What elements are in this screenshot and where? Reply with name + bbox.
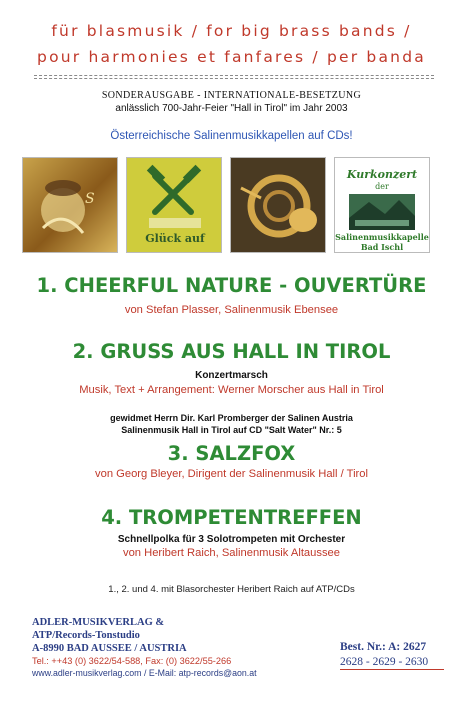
order-number-label: Best. Nr.: A: 2627 xyxy=(340,641,427,653)
cd-cover-4-der: der xyxy=(375,182,389,191)
publisher-studio: ATP/Records-Tonstudio xyxy=(32,630,140,641)
order-number-series: 2628 - 2629 - 2630 xyxy=(340,656,429,668)
cd-cover-2-title: Glück auf xyxy=(145,232,205,245)
piece-4-subtitle: Schnellpolka für 3 Solotrompeten mit Orchester xyxy=(117,534,346,545)
piece-2-title: 2. GRUSS AUS HALL IN TIROL xyxy=(72,340,391,363)
piece-2-subtitle: Konzertmarsch xyxy=(195,370,268,381)
cd-cover-4-band: Salinenmusikkapelle xyxy=(335,232,429,242)
piece-4-title: 4. TROMPETENTREFFEN xyxy=(101,506,362,529)
publisher-name: ADLER-MUSIKVERLAG & xyxy=(32,617,165,628)
recording-note: 1., 2. und 4. mit Blasorchester Heribert Raich auf ATP/CDs xyxy=(108,584,355,595)
publisher-web-email: www.adler-musikverlag.com / E-Mail: atp-records@aon.at xyxy=(32,668,257,678)
occasion-line: anlässlich 700-Jahr-Feier "Hall in Tirol" im Jahr 2003 xyxy=(115,103,348,114)
order-number-box xyxy=(340,641,444,670)
piece-1-credit: von Stefan Plasser, Salinenmusik Ebensee xyxy=(124,304,339,316)
svg-text:S: S xyxy=(85,191,95,207)
piece-4-credit: von Heribert Raich, Salinenmusik Altaussee xyxy=(122,547,341,559)
cd-cover-4-title: Kurkonzert xyxy=(346,168,418,181)
publisher-phone: Tel.: ++43 (0) 3622/54-588, Fax: (0) 3622/55-266 xyxy=(32,656,232,666)
header-line-2: pour harmonies et fanfares / per banda xyxy=(37,48,426,66)
piece-3-credit: von Georg Bleyer, Dirigent der Salinenmusik Hall / Tirol xyxy=(95,468,368,480)
cd-cover-4 xyxy=(334,157,430,253)
cd-cover-1 xyxy=(22,157,118,253)
piece-3-dedication-2: Salinenmusik Hall in Tirol auf CD "Salt Water" Nr.: 5 xyxy=(121,425,342,435)
special-edition-line: SONDERAUSGABE - INTERNATIONALE-BESETZUNG xyxy=(101,90,362,101)
piece-2-credit: Musik, Text + Arrangement: Werner Morscher aus Hall in Tirol xyxy=(79,384,384,396)
piece-1-title: 1. CHEERFUL NATURE - OUVERTÜRE xyxy=(36,274,427,297)
cd-cover-2 xyxy=(126,157,222,253)
cd-cover-4-place: Bad Ischl xyxy=(360,242,404,252)
landscape-image xyxy=(349,194,415,230)
piece-3-dedication-1: gewidmet Herrn Dir. Karl Promberger der Salinen Austria xyxy=(110,413,353,423)
header-divider-2 xyxy=(34,78,434,79)
header-divider xyxy=(34,75,434,76)
cd-cover-3 xyxy=(230,157,326,253)
cd-heading: Österreichische Salinenmusikkapellen auf CDs! xyxy=(110,130,353,142)
cd-cover-1-art xyxy=(23,158,118,253)
publisher-address: A-8990 BAD AUSSEE / AUSTRIA xyxy=(32,643,187,654)
piece-3-title: 3. SALZFOX xyxy=(167,442,296,465)
horn-icon xyxy=(231,158,326,253)
header-line-1: für blasmusik / for big brass bands / xyxy=(51,22,412,40)
